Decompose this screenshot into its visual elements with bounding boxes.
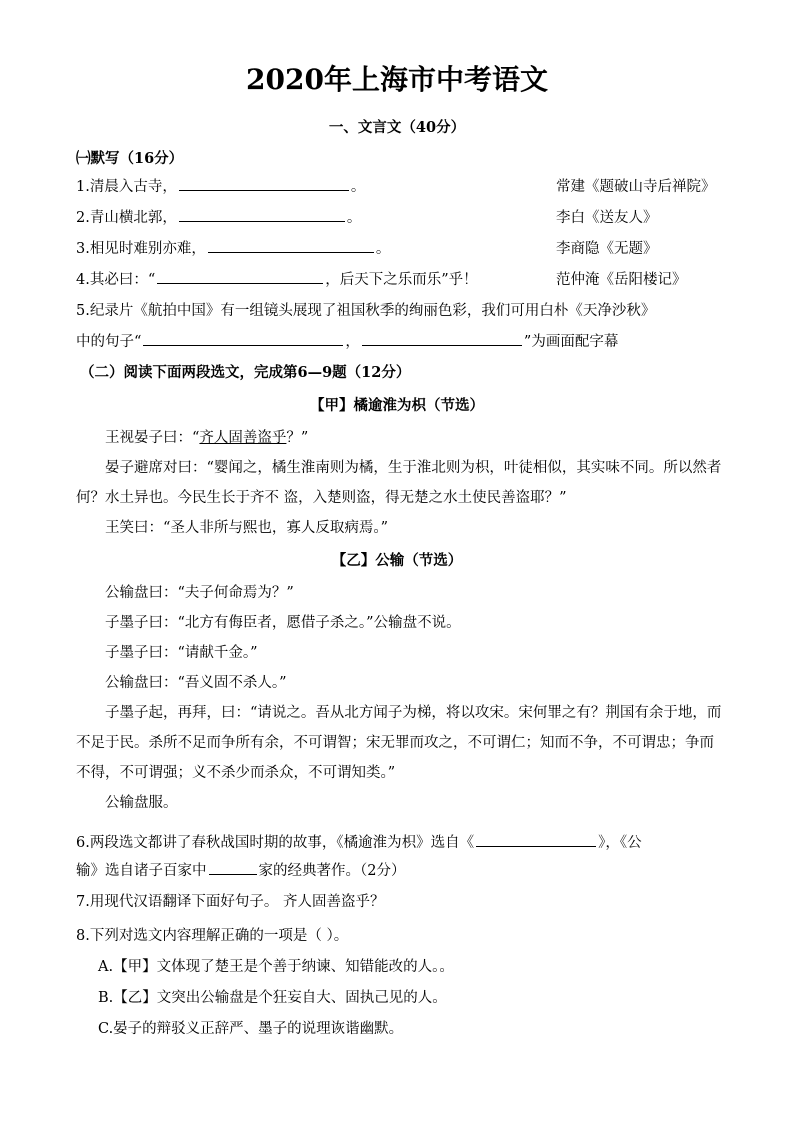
passage-paragraph: 子墨子曰：“请献千金。” (105, 645, 258, 661)
part-heading-1: ㈠默写（16分） (76, 150, 184, 167)
question-5-line1: 5.纪录片《航拍中国》有一组镜头展现了祖国秋季的绚丽色彩，我们可用白朴《天净沙秋》 (76, 303, 656, 319)
question-8: 8.下列对选文内容理解正确的一项是（ ）。 (76, 928, 349, 944)
passage-yi-title: 【乙】公输（节选） (331, 552, 463, 569)
passage-yi (76, 578, 726, 818)
passage-paragraph: 公输盘曰：“夫子何命焉为？” (105, 585, 294, 601)
option-c[interactable]: C.晏子的辩驳义正辞严、墨子的说理诙谐幽默。 (98, 1021, 404, 1037)
passage-paragraph: 子墨子起，再拜，曰：“请说之。吾从北方闻子为梯，将以攻宋。宋何罪之有？荆国有余于地，而不足于民。杀所不足而争所有余，不可谓智；宋无罪而攻之，不可谓仁；知而不争，不可谓忠；争而不得，不可谓强；义不杀少而杀众，不可谓知类。” (76, 705, 722, 781)
question-6-line1: 6.两段选文都讲了春秋战国时期的故事，《橘逾淮为枳》选自《 》，《公 (76, 832, 642, 854)
question-4: 4.其必曰：“ ，后天下之乐而乐”乎！ (76, 269, 478, 291)
answer-blank[interactable] (476, 832, 596, 847)
passage-jia-title: 【甲】橘逾淮为枳（节选） (310, 397, 484, 414)
question-1: 1.清晨入古寺， 。 (76, 176, 365, 198)
source-4: 范仲淹《岳阳楼记》 (556, 272, 687, 288)
option-a[interactable]: A.【甲】文体现了楚王是个善于纳谏、知错能改的人。。 (98, 959, 454, 975)
source-1: 常建《题破山寺后禅院》 (556, 179, 716, 195)
answer-blank[interactable] (143, 331, 343, 346)
question-6-line2: 输》选自诸子百家中 家的经典著作。（2分） (76, 860, 405, 882)
passage-paragraph: 王笑曰：“圣人非所与熙也，寡人反取病焉。” (105, 520, 389, 536)
answer-blank[interactable] (157, 269, 323, 284)
underlined-sentence: 齐人固善盗乎 (199, 430, 287, 446)
option-b[interactable]: B.【乙】文突出公输盘是个狂妄自大、固执己见的人。 (98, 990, 447, 1006)
question-7: 7.用现代汉语翻译下面好句子。 齐人固善盗乎？ (76, 894, 385, 910)
part-heading-2: （二）阅读下面两段选文，完成第6—9题（12分） (80, 364, 411, 381)
answer-blank[interactable] (362, 331, 522, 346)
source-2: 李白《送友人》 (556, 210, 658, 226)
source-3: 李商隐《无题》 (556, 241, 658, 257)
question-5-line2: 中的句子“ ， ”为画面配字幕 (76, 331, 618, 353)
passage-paragraph: 王视晏子曰：“齐人固善盗乎？” (105, 430, 309, 446)
passage-paragraph: 公输盘服。 (105, 795, 178, 811)
answer-blank[interactable] (209, 860, 257, 875)
passage-jia (76, 423, 726, 543)
section-heading: 一、文言文（40分） (328, 119, 466, 136)
answer-blank[interactable] (179, 176, 349, 191)
answer-blank[interactable] (208, 238, 374, 253)
answer-blank[interactable] (179, 207, 345, 222)
page-title: 2020年上海市中考语文 (246, 63, 548, 96)
passage-paragraph: 晏子避席对曰：“婴闻之，橘生淮南则为橘，生于淮北则为枳，叶徒相似，其实味不同。所以然者何？水土异也。今民生长于齐不 盗，入楚则盗，得无楚之水土使民善盗耶？” (76, 460, 722, 506)
passage-paragraph: 子墨子曰：“北方有侮臣者，愿借子杀之。”公输盘不说。 (105, 615, 461, 631)
question-2: 2.青山横北郭， 。 (76, 207, 361, 229)
question-3: 3.相见时难别亦难， 。 (76, 238, 390, 260)
passage-paragraph: 公输盘曰：“吾义固不杀人。” (105, 675, 287, 691)
